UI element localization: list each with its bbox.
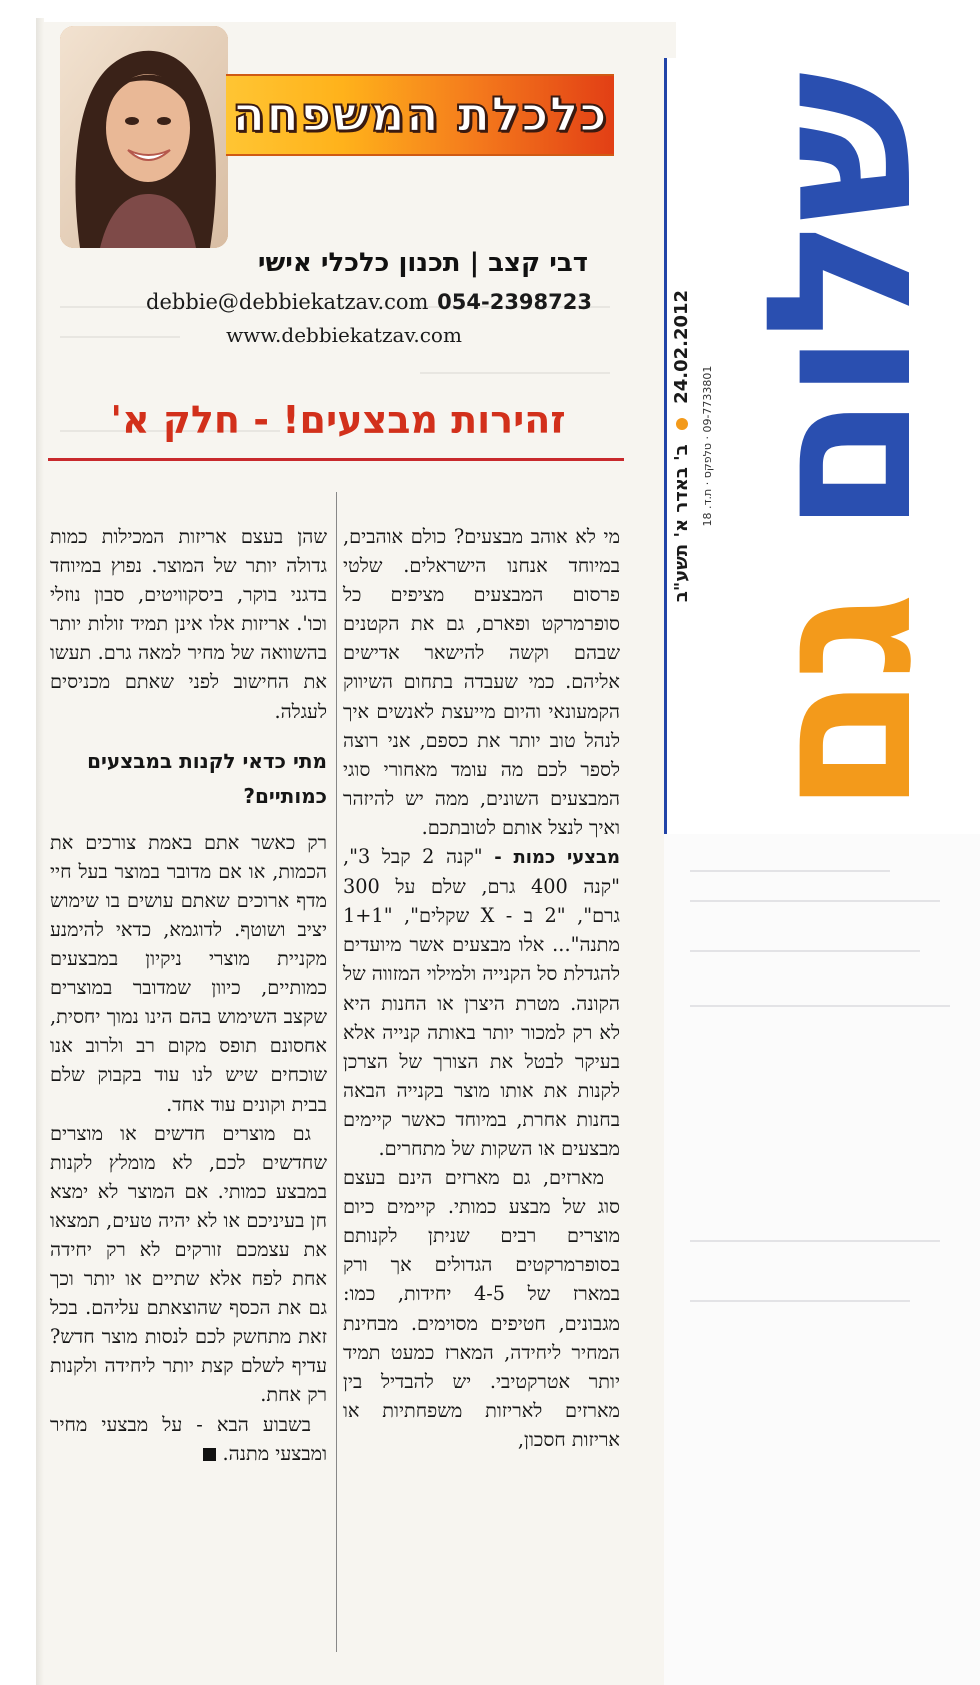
masthead-logo-orange: גם <box>724 597 957 815</box>
bleed-through <box>690 1300 910 1302</box>
masthead-logo <box>711 58 971 834</box>
masthead-dateline <box>671 58 705 834</box>
bold-lead: מבצעי כמות - <box>482 847 620 869</box>
bleed-through <box>690 870 890 872</box>
author-photo <box>60 26 228 248</box>
author-email: debbie@debbiekatzav.com <box>146 290 429 314</box>
masthead-date: 24.02.2012 <box>671 289 692 404</box>
author-portrait-image <box>60 26 228 248</box>
article-subheading: מתי כדאי לקנות במבצעים כמותיים? <box>87 748 327 808</box>
bleed-through <box>690 1005 950 1007</box>
paragraph: מארזים, גם מארזים הינם בעצם סוג של מבצע כמותי. קיימים כיום מוצרים רבים שניתן לקנותם בסופרמרקטים הגדולים אך ורק במארז של 4-5 יחידות, כמו: מגבונים, חטיפים מסוימים. מבחינת המחיר ליחידה, המארז כמעט תמיד יותר אטרקטיבי. יש להבדיל בין מארזים לאריזות משפחתיות או אריזות חסכון, <box>343 1166 620 1451</box>
scan-background <box>664 834 980 1685</box>
paragraph: מי לא אוהב מבצעים? כולם אוהבים, במיוחד אנחנו הישראלים. שלטי פרסום המבצעים מציפים כל סופרמרקט ופארם, גם את הקטנים שבהם וקשה להישאר אדישים אליהם. כמי שעבדה בתחום השיווק הקמעונאי והיום מייעצת לאנשים איך לנהל טוב יותר את כספם, אני רוצה לספר לכם מה עומד מאחורי סוגי המבצעים השונים, ממה יש להיזהר ואיך לנצל אותם לטובתכם. <box>343 525 620 839</box>
clipping-edge <box>36 18 44 1685</box>
masthead-contact: 09-7733801 · טלפקס · ת.ד. 18 <box>701 365 714 527</box>
paragraph <box>343 842 620 1163</box>
bleed-through <box>420 372 610 374</box>
article-headline: זהירות מבצעים! - חלק א' <box>110 398 566 442</box>
paragraph <box>50 1410 327 1468</box>
article-column-left <box>50 522 327 1468</box>
bleed-through <box>690 900 940 902</box>
masthead-logo-blue: שלום <box>724 77 957 535</box>
bleed-through <box>60 336 180 338</box>
author-website: www.debbiekatzav.com <box>226 323 462 347</box>
author-byline: דבי קצב | תכנון כלכלי אישי <box>257 248 588 278</box>
end-mark-icon <box>203 1448 216 1461</box>
paragraph: שהן בעצם אריזות המכילות כמות גדולה יותר של המוצר. נפוץ במיוחד בדגני בוקר, ביסקוויטים, סבון נוזלי וכו'. אריזות אלו אינן תמיד זולות יותר בהשוואה של מחיר למאה גרם. תעשו את החישוב לפני שאתם מכניסים לעגלה. <box>50 525 327 723</box>
author-phone: 054-2398723 <box>437 290 592 314</box>
author-contact <box>146 290 592 314</box>
masthead-rotated <box>667 58 973 834</box>
bleed-through <box>690 950 920 952</box>
paragraph: גם מוצרים חדשים או מוצרים שחדשים לכם, לא מומלץ לקנות במבצע כמותי. אם המוצר לא ימצא חן בעיניכם או לא יהיה טעים, תמצאו את עצמכם זורקים לא רק יחידה אחת לפח אלא שתיים או יותר וכך גם את הכסף שהוצאתם עליהם. בכל זאת מתחשק לכם לנסות מוצר חדש? עדיף לשלם קצת יותר ליחידה ולקנות רק אחת. <box>50 1121 327 1407</box>
column-banner <box>226 74 614 156</box>
newspaper-masthead <box>664 58 973 834</box>
article-column-right <box>343 522 620 1454</box>
column-title: כלכלת המשפחה <box>232 87 608 143</box>
headline-rule <box>48 458 624 461</box>
bleed-through <box>690 1240 940 1242</box>
masthead-issue: ב' באדר א' תשע"ב <box>671 444 692 603</box>
column-divider <box>336 492 337 1652</box>
paragraph-body: בשבוע הבא - על מבצעי מחיר ומבצעי מתנה. <box>50 1412 327 1465</box>
dot-icon <box>676 418 688 430</box>
paragraph: רק כאשר אתם באמת צורכים את הכמות, או אם מדובר במוצר בעל חיי מדף ארוכים שאתם עושים בו שימוש יציב ושוטף. לדוגמא, כדאי להימנע מקניית מוצרי ניקיון במבצעים כמותיים, כיוון שמדובר במוצרים שקצב השימוש בהם הינו נמוך יחסית, אחסונם תופס מקום רב ולרוב אנו שוכחים שיש לנו עוד בקבוק שלם בבית וקונים עוד אחד. <box>50 830 327 1116</box>
paragraph-body: "קנה 2 קבל 3", "קנה 400 גרם, שלם על 300 גרם", "2 ב - X שקלים", "1+1 מתנה"... אלו מבצעים אשר מיועדים להגדלת סל הקנייה ולמילוי המזווה של הקונה. מטרת היצרן או החנות היא לא רק למכור יותר באותה קנייה אלא בעיקר לבטל את הצורך של הצרכן לקנות את אותו מוצר בקנייה הבאה בחנות אחרת, במיוחד כאשר קיימים מבצעים או השקות של מתחרים. <box>342 845 620 1160</box>
